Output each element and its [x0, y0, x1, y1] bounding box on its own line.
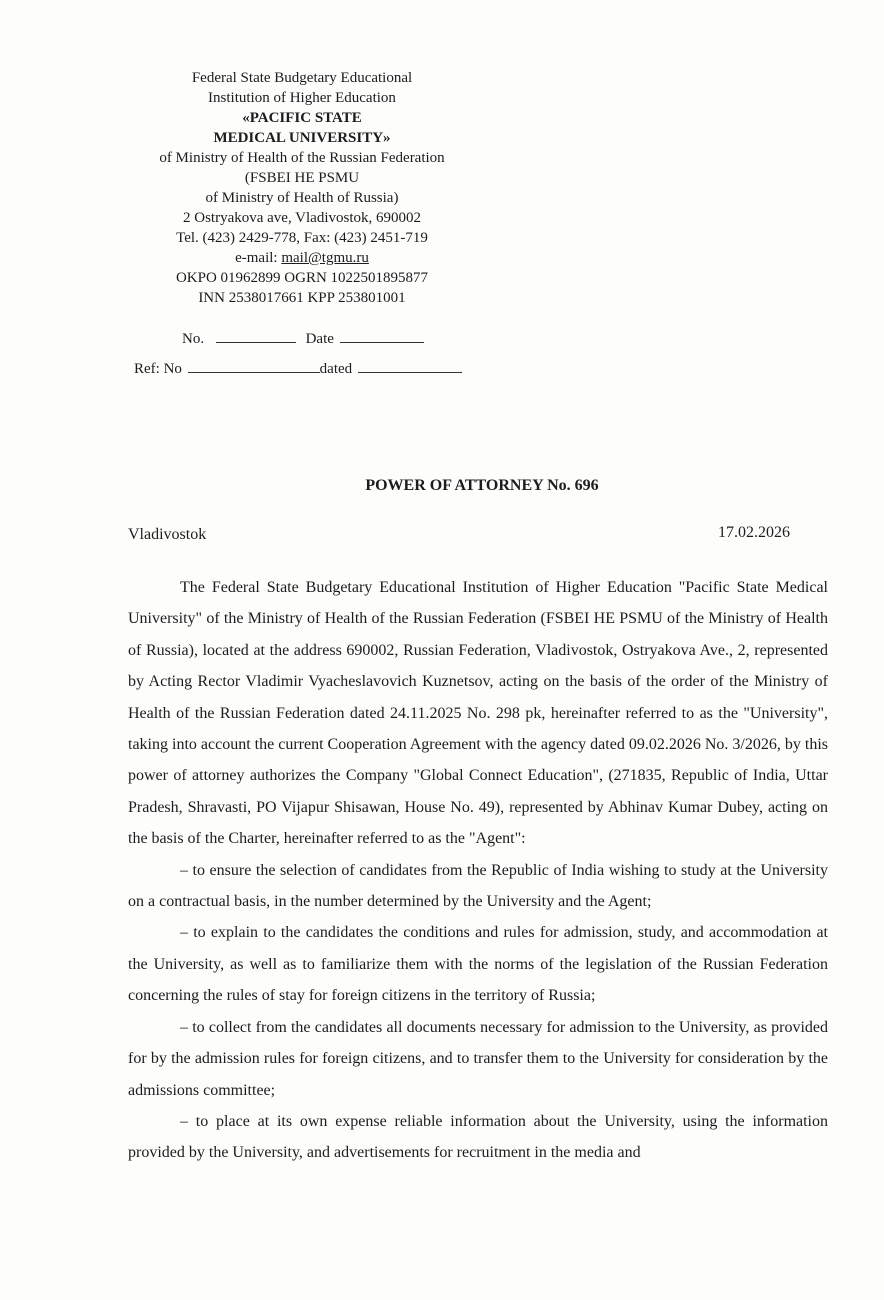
body-paragraph: – to place at its own expense reliable information about the University, using the information provided by the University, and advertisements for recruitment in the media and	[128, 1112, 828, 1162]
ref-label: Ref: No	[134, 361, 182, 377]
letterhead-line: Institution of Higher Education	[208, 90, 396, 106]
ref-blank	[188, 358, 320, 373]
body-paragraph: – to collect from the candidates all documents necessary for admission to the University, as provided for by the admission rules for foreign citizens, and to transfer them to the University for consideration by the admissions committee;	[128, 1018, 828, 1099]
reference-line	[134, 358, 462, 379]
registration-number-line	[182, 328, 424, 349]
document-body	[128, 572, 828, 1169]
letterhead	[122, 68, 482, 308]
no-label: No.	[182, 331, 205, 347]
document-title: POWER OF ATTORNEY No. 696	[365, 477, 599, 494]
dated-label: dated	[319, 361, 353, 377]
document-date: 17.02.2026	[718, 524, 790, 541]
phone-line: Tel. (423) 2429-778, Fax: (423) 2451-719	[176, 230, 428, 246]
university-name-line: MEDICAL UNIVERSITY»	[213, 130, 391, 146]
letterhead-line: of Ministry of Health of Russia)	[205, 190, 399, 206]
letterhead-line: (FSBEI HE PSMU	[244, 170, 360, 186]
date-blank	[340, 328, 424, 343]
email-label: e-mail:	[235, 250, 282, 266]
body-paragraph: – to explain to the candidates the conditions and rules for admission, study, and accommodation at the University, as well as to familiarize them with the norms of the legislation of the Russian Federation concerning the rules of stay for foreign citizens in the territory of Russia;	[128, 924, 828, 1005]
university-name-line: «PACIFIC STATE	[242, 110, 362, 126]
date-label: Date	[305, 331, 334, 347]
body-paragraph: The Federal State Budgetary Educational Institution of Higher Education "Pacific State Medical University" of the Ministry of Health of the Russian Federation (FSBEI HE PSMU of the Ministry of Health of Russia), located at the address 690002, Russian Federation, Vladivostok, Ostryakova Ave., 2, represented by Acting Rector Vladimir Vyacheslavovich Kuznetsov, acting on the basis of the order of the Ministry of Health of the Russian Federation dated 24.11.2025 No. 298 pk, hereinafter referred to as the "University", taking into account the current Cooperation Agreement with the agency dated 09.02.2026 No. 3/2026, by this power of attorney authorizes the Company "Global Connect Education", (271835, Republic of India, Uttar Pradesh, Shravasti, PO Vijapur Shisawan, House No. 49), represented by Abhinav Kumar Dubey, acting on the basis of the Charter, hereinafter referred to as the "Agent":	[128, 579, 828, 848]
letterhead-line: Federal State Budgetary Educational	[191, 70, 413, 86]
okpo-line: OKPO 01962899 OGRN 1022501895877	[175, 270, 429, 286]
dated-blank	[358, 358, 462, 373]
city: Vladivostok	[128, 526, 207, 543]
body-paragraph: – to ensure the selection of candidates from the Republic of India wishing to study at the University on a contractual basis, in the number determined by the University and the Agent;	[128, 861, 828, 911]
letterhead-line: of Ministry of Health of the Russian Federation	[159, 150, 445, 166]
inn-line: INN 2538017661 KPP 253801001	[198, 290, 406, 306]
email-line	[122, 248, 482, 268]
no-blank	[216, 328, 296, 343]
address-line: 2 Ostryakova ave, Vladivostok, 690002	[182, 210, 422, 226]
email-link[interactable]: mail@tgmu.ru	[281, 250, 369, 266]
